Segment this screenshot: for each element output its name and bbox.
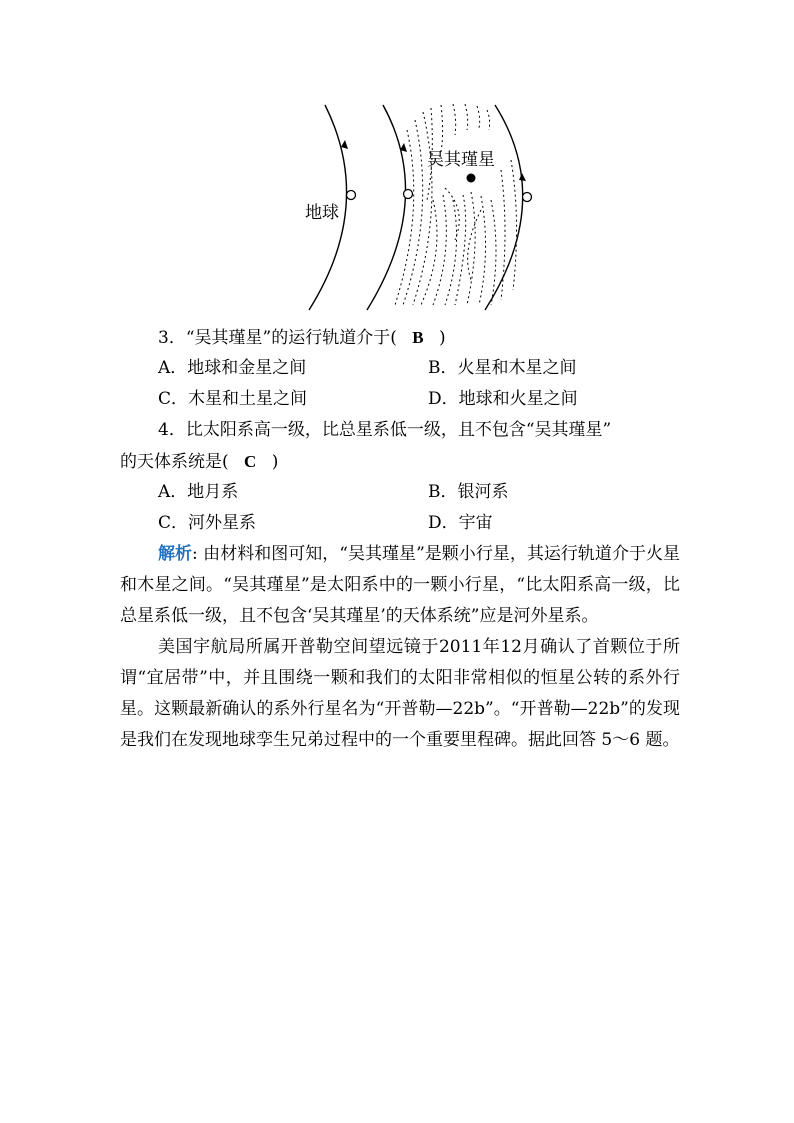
question-3-close: ) bbox=[439, 328, 446, 348]
question-4-options-row-1 bbox=[120, 477, 680, 508]
mars-planet-marker bbox=[404, 190, 413, 199]
earth-planet-marker bbox=[347, 191, 356, 200]
orbit-arrow-3 bbox=[519, 173, 526, 181]
q3-option-b: B．火星和木星之间 bbox=[428, 358, 577, 378]
document-body bbox=[120, 322, 680, 756]
mars-orbit bbox=[367, 105, 406, 310]
q3-option-c: C．木星和土星之间 bbox=[158, 389, 308, 409]
orbit-arrow-1 bbox=[341, 140, 348, 149]
question-3-options-row-1 bbox=[120, 353, 680, 384]
question-4-answer: C bbox=[244, 452, 257, 471]
question-3-options-row-2 bbox=[120, 384, 680, 415]
analysis-label: 解析 bbox=[158, 544, 193, 564]
question-3-text: 3．“吴其瑾星”的运行轨道介于( bbox=[158, 328, 397, 348]
earth-label: 地球 bbox=[305, 203, 339, 223]
question-4-stem-line2 bbox=[120, 446, 680, 477]
question-4-text: 的天体系统是( bbox=[120, 452, 229, 472]
question-4-close: ) bbox=[271, 452, 279, 472]
orbit-diagram bbox=[295, 100, 535, 315]
analysis-paragraph bbox=[120, 539, 680, 632]
question-4-stem-line1: 4．比太阳系高一级，比总星系低一级，且不包含“吴其瑾星” bbox=[158, 420, 612, 440]
q3-option-a: A．地球和金星之间 bbox=[158, 358, 307, 378]
question-3-answer: B bbox=[412, 328, 424, 347]
material-paragraph: 美国宇航局所属开普勒空间望远镜于2011年12月确认了首颗位于所谓“宜居带”中，并且围绕一颗和我们的太阳非常相似的恒星公转的系外行星。这颗最新确认的系外行星名为“开普勒—22b”。“开普勒—22b”的发现是我们在发现地球孪生兄弟过程中的一个重要里程碑。据此回答 5～6 题。 bbox=[120, 637, 680, 750]
question-3-stem bbox=[120, 322, 680, 353]
q4-option-d: D．宇宙 bbox=[428, 513, 493, 533]
jupiter-orbit bbox=[485, 105, 523, 310]
asteroid-dot bbox=[467, 174, 476, 183]
question-4-options-row-2 bbox=[120, 508, 680, 539]
jupiter-planet-marker bbox=[523, 193, 532, 202]
q4-option-c: C．河外星系 bbox=[158, 513, 257, 533]
analysis-text: : 由材料和图可知，“吴其瑾星”是颗小行星，其运行轨道介于火星和木星之间。“吴其瑾星”是太阳系中的一颗小行星，“比太阳系高一级，比总星系低一级，且不包含‘吴其瑾星’的天体系统”应是河外星系。 bbox=[120, 544, 680, 626]
q3-option-d: D．地球和火星之间 bbox=[428, 389, 578, 409]
asteroid-belt bbox=[395, 104, 517, 305]
q4-option-b: B．银河系 bbox=[428, 482, 509, 502]
q4-option-a: A．地月系 bbox=[158, 482, 239, 502]
asteroid-label: 吴其瑾星 bbox=[427, 150, 495, 170]
